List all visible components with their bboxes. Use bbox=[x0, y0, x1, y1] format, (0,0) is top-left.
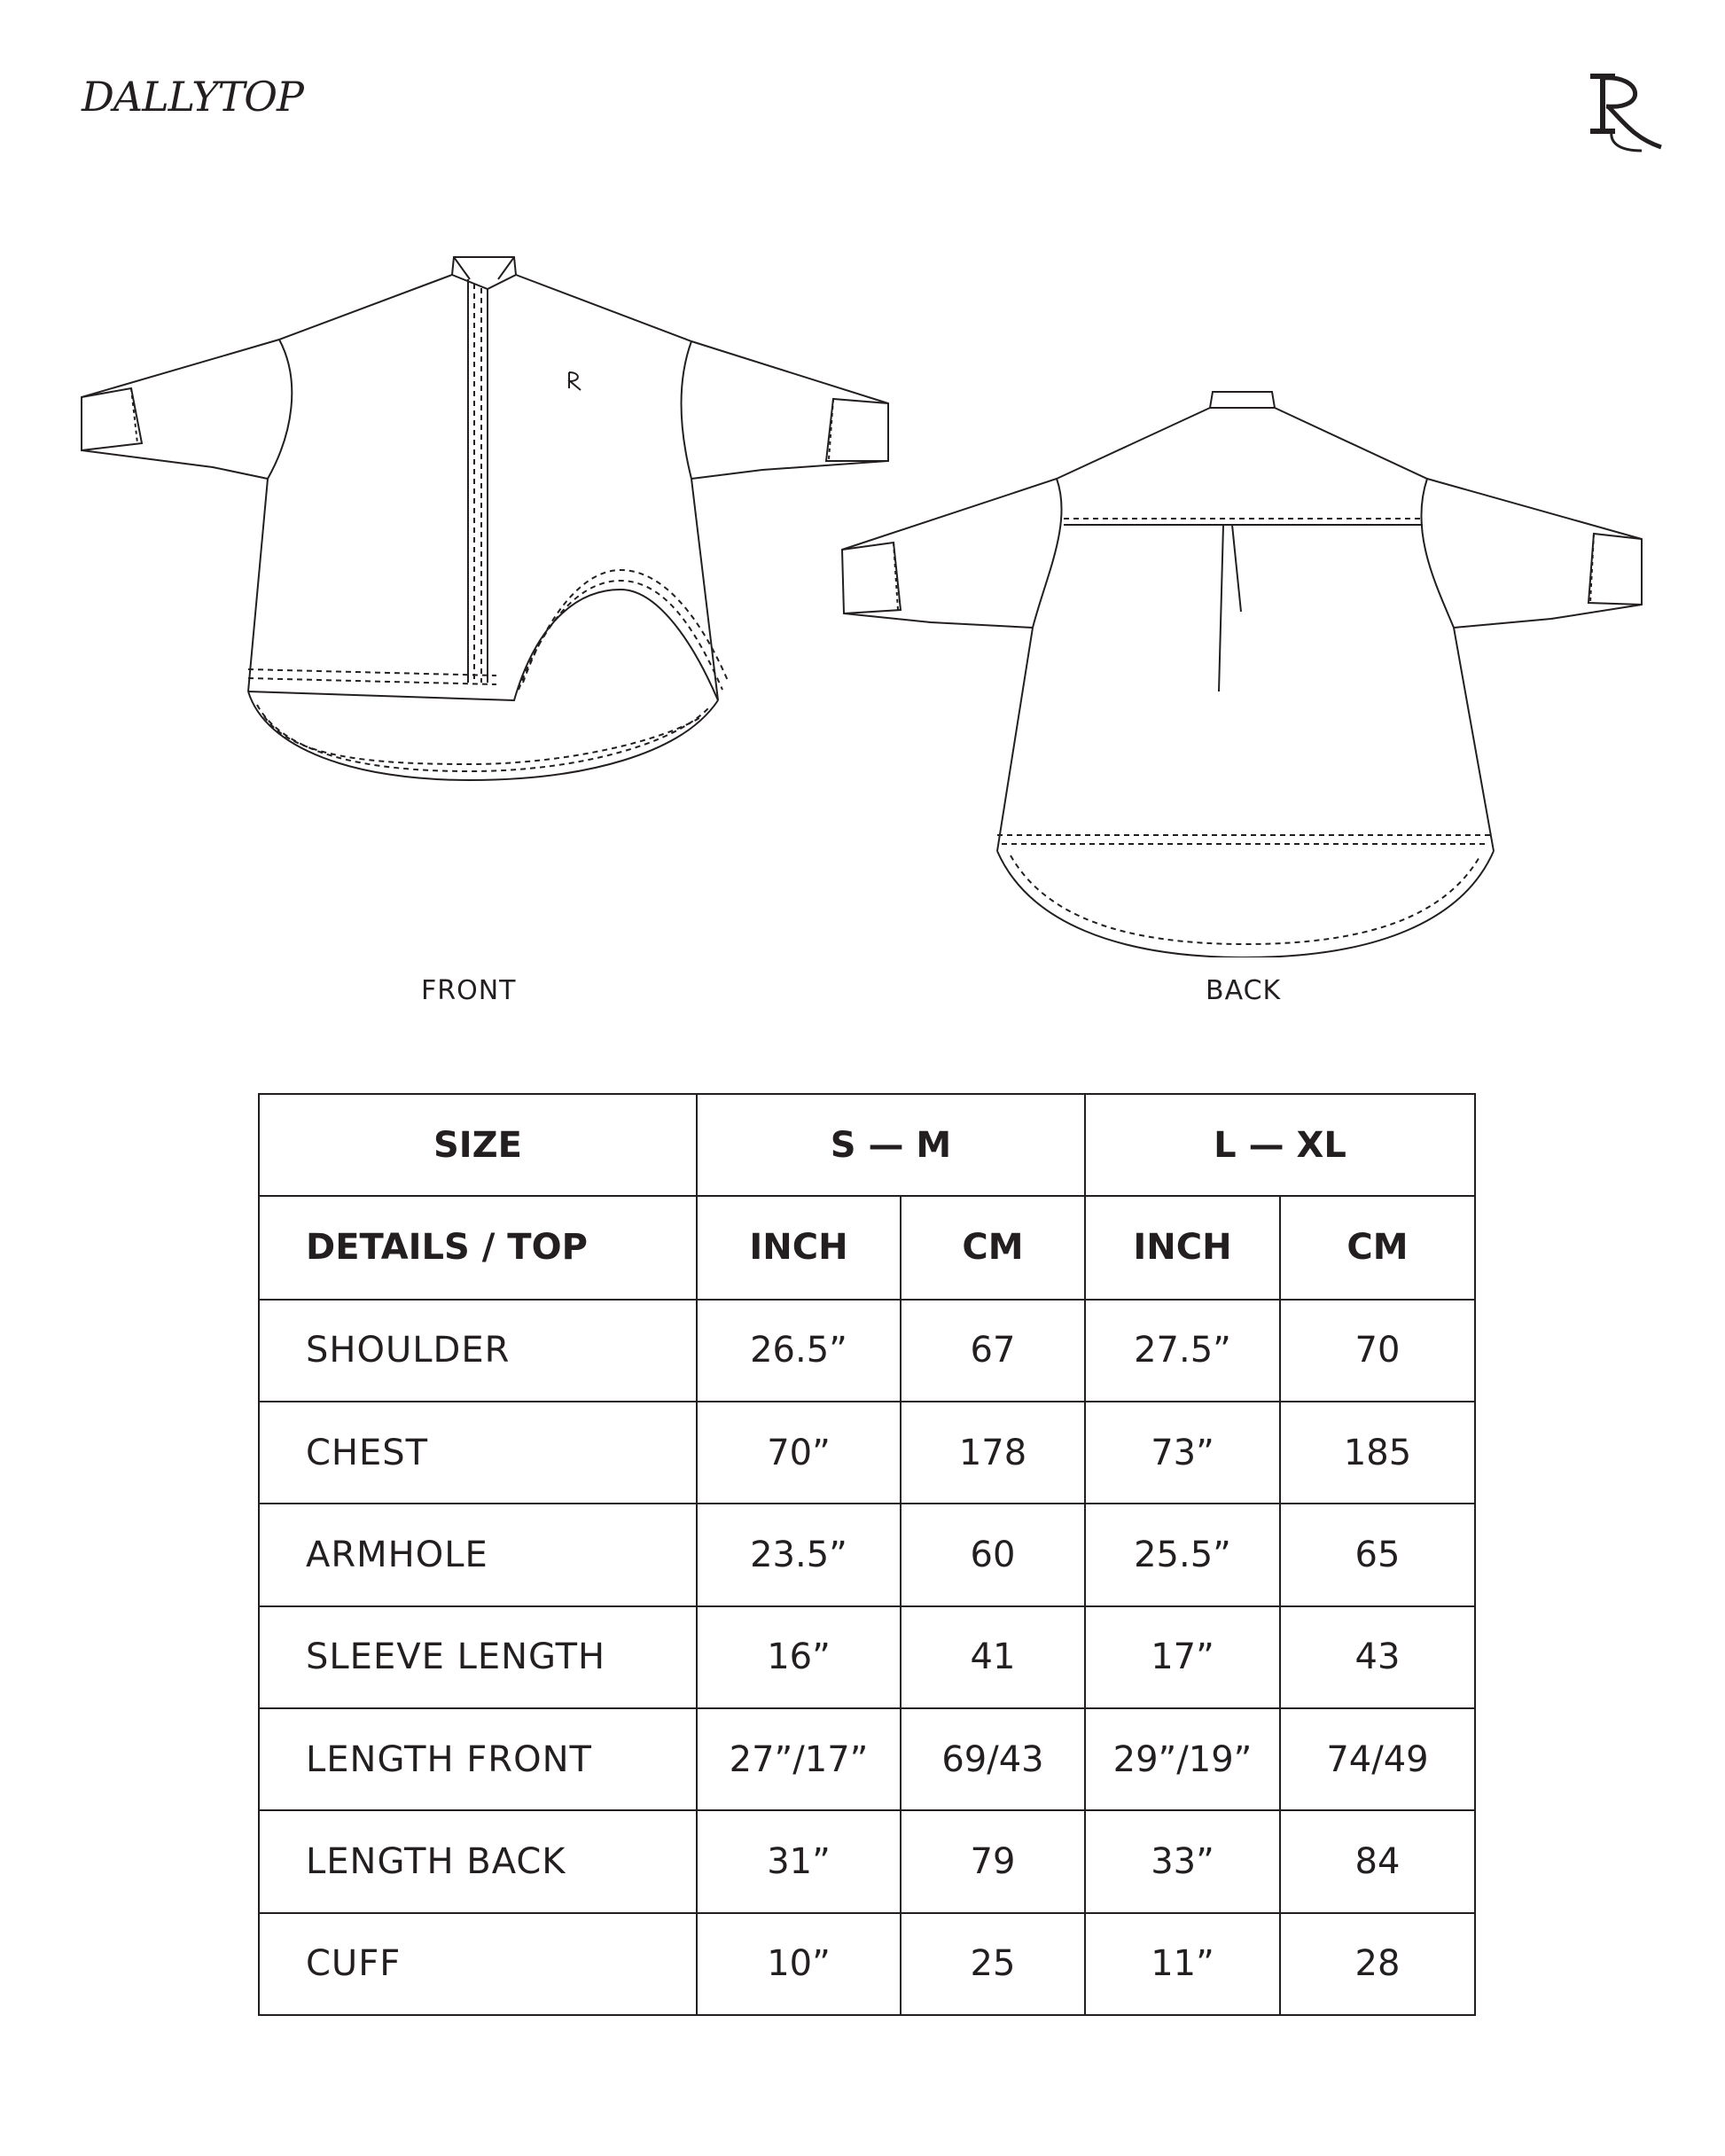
row-label: LENGTH BACK bbox=[259, 1810, 697, 1912]
front-caption: FRONT bbox=[421, 975, 517, 1006]
table-row bbox=[259, 1810, 1475, 1912]
cell-value: 84 bbox=[1280, 1810, 1475, 1912]
cell-value: 70” bbox=[697, 1402, 901, 1504]
cell-value: 65 bbox=[1280, 1504, 1475, 1605]
cell-value: 41 bbox=[901, 1606, 1085, 1708]
cell-value: 178 bbox=[901, 1402, 1085, 1504]
row-label: CUFF bbox=[259, 1913, 697, 2015]
row-label: ARMHOLE bbox=[259, 1504, 697, 1605]
cell-value: 185 bbox=[1280, 1402, 1475, 1504]
cell-value: 74/49 bbox=[1280, 1708, 1475, 1810]
table-row bbox=[259, 1504, 1475, 1605]
cell-value: 29”/19” bbox=[1085, 1708, 1280, 1810]
cell-value: 16” bbox=[697, 1606, 901, 1708]
front-garment-sketch bbox=[71, 239, 904, 816]
cell-value: 69/43 bbox=[901, 1708, 1085, 1810]
cell-value: 33” bbox=[1085, 1810, 1280, 1912]
cell-value: 10” bbox=[697, 1913, 901, 2015]
cell-value: 73” bbox=[1085, 1402, 1280, 1504]
back-garment-sketch bbox=[824, 390, 1658, 957]
cell-value: 70 bbox=[1280, 1300, 1475, 1402]
cell-value: 31” bbox=[697, 1810, 901, 1912]
cell-value: 67 bbox=[901, 1300, 1085, 1402]
size-group-s-m: S — M bbox=[697, 1094, 1085, 1196]
table-row bbox=[259, 1606, 1475, 1708]
cell-value: 11” bbox=[1085, 1913, 1280, 2015]
unit-header: CM bbox=[901, 1196, 1085, 1299]
unit-header: CM bbox=[1280, 1196, 1475, 1299]
size-chart-table bbox=[258, 1093, 1476, 2016]
table-row bbox=[259, 1913, 1475, 2015]
cell-value: 60 bbox=[901, 1504, 1085, 1605]
cell-value: 27”/17” bbox=[697, 1708, 901, 1810]
back-caption: BACK bbox=[1206, 975, 1282, 1006]
cell-value: 43 bbox=[1280, 1606, 1475, 1708]
cell-value: 27.5” bbox=[1085, 1300, 1280, 1402]
cell-value: 79 bbox=[901, 1810, 1085, 1912]
table-row bbox=[259, 1708, 1475, 1810]
page-title: DALLYTOP bbox=[82, 73, 303, 121]
unit-header-row bbox=[259, 1196, 1475, 1299]
cell-value: 25 bbox=[901, 1913, 1085, 2015]
table-row bbox=[259, 1402, 1475, 1504]
cell-value: 26.5” bbox=[697, 1300, 901, 1402]
cell-value: 28 bbox=[1280, 1913, 1475, 2015]
table-row bbox=[259, 1300, 1475, 1402]
cell-value: 17” bbox=[1085, 1606, 1280, 1708]
row-label: SLEEVE LENGTH bbox=[259, 1606, 697, 1708]
row-label: CHEST bbox=[259, 1402, 697, 1504]
cell-value: 25.5” bbox=[1085, 1504, 1280, 1605]
cell-value: 23.5” bbox=[697, 1504, 901, 1605]
row-label: LENGTH FRONT bbox=[259, 1708, 697, 1810]
details-label: DETAILS / TOP bbox=[259, 1196, 697, 1299]
unit-header: INCH bbox=[1085, 1196, 1280, 1299]
size-header-row bbox=[259, 1094, 1475, 1196]
unit-header: INCH bbox=[697, 1196, 901, 1299]
size-label: SIZE bbox=[259, 1094, 697, 1196]
size-group-l-xl: L — XL bbox=[1085, 1094, 1475, 1196]
brand-logo-icon bbox=[1580, 69, 1668, 158]
row-label: SHOULDER bbox=[259, 1300, 697, 1402]
